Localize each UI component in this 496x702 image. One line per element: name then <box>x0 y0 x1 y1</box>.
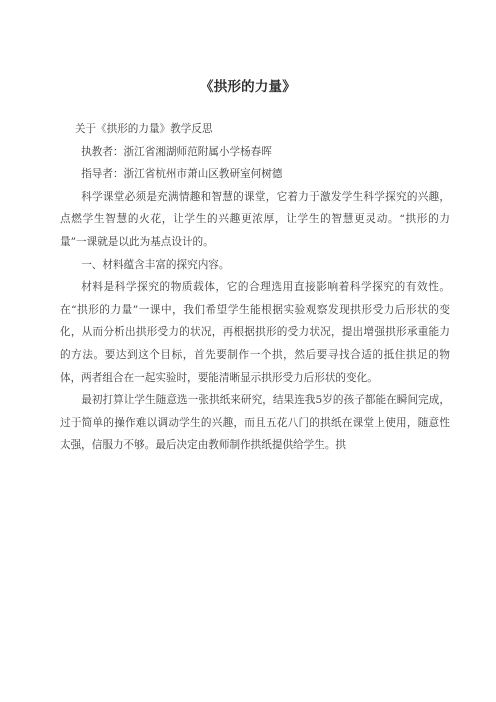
reflection-heading: 关于《拱形的力量》教学反思 <box>74 123 213 135</box>
initial-plan-paragraph: 最初打算让学生随意选一张拱纸来研究，结果连我5岁的孩子都能在瞬间完成，过于简单的操作难以调动学生的兴趣，而且五花八门的拱纸在课堂上使用，随意性太强，信服力不够。最后决定由教师制作拱纸提供给学生。拱 <box>60 394 450 452</box>
section-heading-1: 一、材料蕴含丰富的探究内容。 <box>81 258 230 271</box>
intro-paragraph: 科学课堂必须是充满情趣和智慧的课堂，它着力于激发学生科学探究的兴趣，点燃学生智慧的火花，让学生的兴趣更浓厚，让学生的智慧更灵动。“拱形的力量”一课就是以此为基点设计的。 <box>60 190 450 248</box>
document-body <box>60 118 450 457</box>
document-title: 《拱形的力量》 <box>200 79 296 95</box>
advisor-line: 指导者：浙江省杭州市萧山区教研室何树德 <box>81 168 283 181</box>
materials-paragraph: 材料是科学探究的物质载体，它的合理选用直接影响着科学探究的有效性。在“拱形的力量”一课中，我们希望学生能根据实验观察发现拱形受力后形状的变化，从而分析出拱形受力的状况，再根据拱形的受力状况，提出增强拱形承重能力的方法。要达到这个目标，首先要制作一个拱，然后要寻找合适的抵住拱足的物体，两者组合在一起实验时，要能清晰显示拱形受力后形状的变化。 <box>60 281 450 384</box>
teacher-line: 执教者：浙江省湘湖师范附属小学杨春晖 <box>81 145 272 158</box>
